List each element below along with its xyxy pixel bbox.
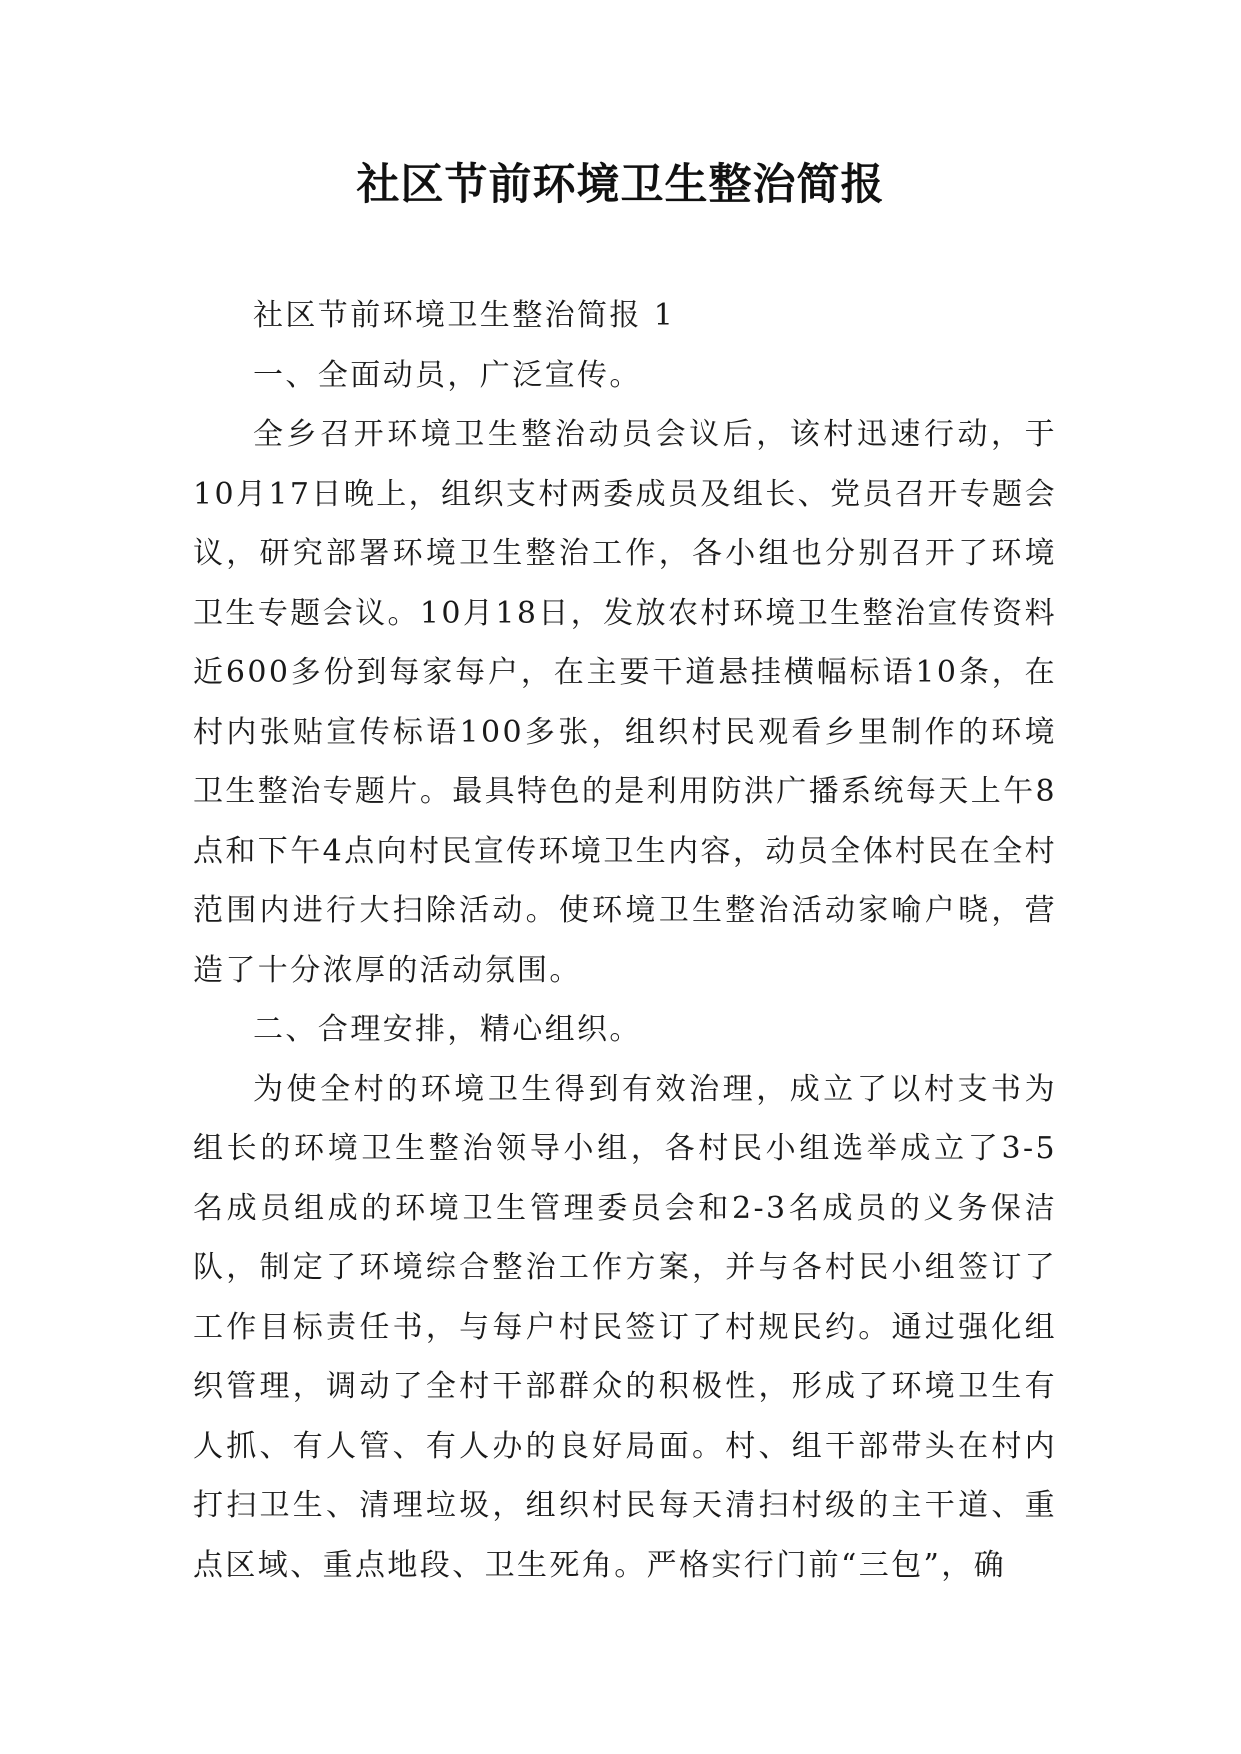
paragraph-section-2: 为使全村的环境卫生得到有效治理，成立了以村支书为组长的环境卫生整治领导小组，各村民小组选举成立了3-5名成员组成的环境卫生管理委员会和2-3名成员的义务保洁队，制定了环境综合整治工作方案，并与各村民小组签订了工作目标责任书，与每户村民签订了村规民约。通过强化组织管理，调动了全村干部群众的积极性，形成了环境卫生有人抓、有人管、有人办的良好局面。村、组干部带头在村内打扫卫生、清理垃圾，组织村民每天清扫村级的主干道、重点区域、重点地段、卫生死角。严格实行门前“三包”，确 (193, 1071, 1057, 1583)
document-body (193, 286, 1057, 1595)
section-heading-2: 二、合理安排，精心组织。 (253, 1012, 642, 1047)
section-heading-1: 一、全面动员，广泛宣传。 (253, 357, 642, 393)
paragraph-section-1: 全乡召开环境卫生整治动员会议后，该村迅速行动，于10月17日晚上，组织支村两委成员及组长、党员召开专题会议，研究部署环境卫生整治工作，各小组也分别召开了环境卫生专题会议。10月18日，发放农村环境卫生整治宣传资料近600多份到每家每户，在主要干道悬挂横幅标语10条，在村内张贴宣传标语100多张，组织村民观看乡里制作的环境卫生整治专题片。最具特色的是利用防洪广播系统每天上午8点和下午4点向村民宣传环境卫生内容，动员全体村民在全村范围内进行大扫除活动。使环境卫生整治活动家喻户晓，营造了十分浓厚的活动氛围。 (193, 417, 1057, 988)
document-title: 社区节前环境卫生整治简报 (356, 160, 885, 210)
paragraph-subtitle: 社区节前环境卫生整治简报 1 (253, 298, 676, 333)
